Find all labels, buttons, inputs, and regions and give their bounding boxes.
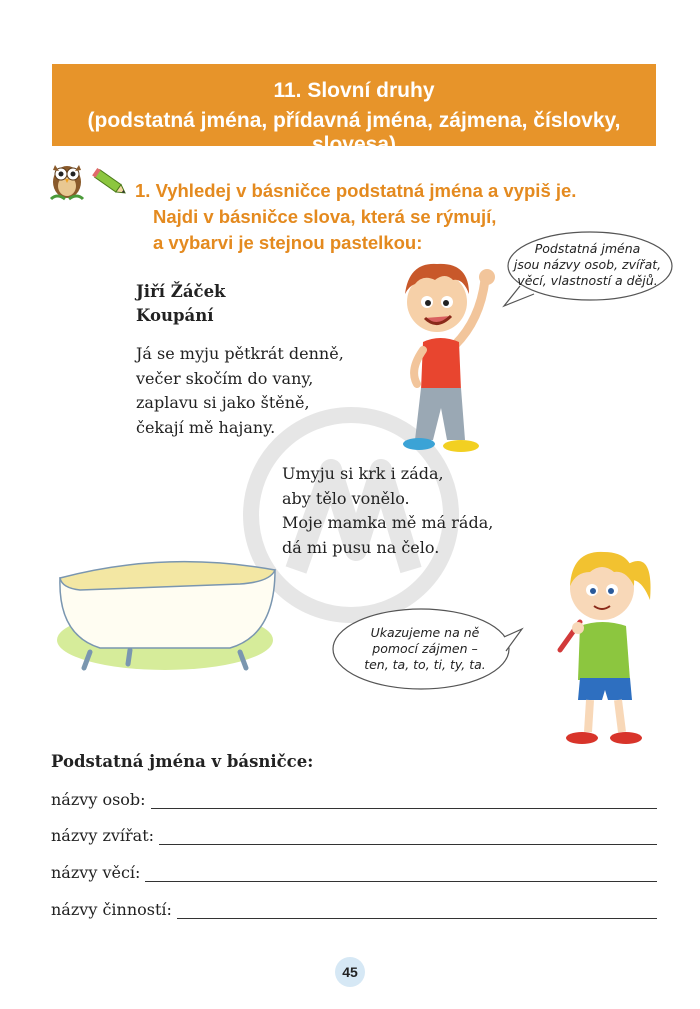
bubble-line: ten, ta, to, ti, ty, ta. bbox=[364, 657, 486, 672]
poem-line: dá mi pusu na čelo. bbox=[282, 537, 440, 557]
answer-label: názvy věcí: bbox=[51, 863, 141, 882]
girl-speech-bubble bbox=[326, 603, 524, 693]
answer-line[interactable] bbox=[151, 792, 657, 809]
task-instruction bbox=[135, 178, 577, 256]
poem-stanza-1 bbox=[136, 342, 344, 440]
bathtub-illustration bbox=[40, 540, 290, 680]
bubble-line: pomocí zájmen – bbox=[372, 641, 478, 656]
bubble-line: Ukazujeme na ně bbox=[370, 625, 480, 640]
poem-heading bbox=[136, 280, 226, 328]
poem-line: čekají mě hajany. bbox=[136, 417, 276, 437]
poem-stanza-2 bbox=[282, 462, 493, 560]
answer-line[interactable] bbox=[177, 902, 657, 919]
poem-line: Já se myju pětkrát denně, bbox=[136, 344, 344, 363]
task-line-3: a vybarvi je stejnou pastelkou: bbox=[153, 232, 423, 253]
poem-line: Umyju si krk i záda, bbox=[282, 464, 444, 483]
bubble-line: věcí, vlastností a dějů. bbox=[517, 273, 658, 288]
poem-line: Moje mamka mě má ráda, bbox=[282, 513, 494, 532]
answer-label: názvy zvířat: bbox=[51, 826, 155, 845]
task-line-2: Najdi v básničce slova, která se rýmují, bbox=[153, 206, 497, 227]
girl-illustration bbox=[550, 540, 660, 755]
poem-line: aby tělo vonělo. bbox=[282, 488, 410, 508]
answer-row-activities bbox=[51, 900, 657, 919]
poem-title: Koupání bbox=[136, 306, 214, 325]
page-number: 45 bbox=[335, 957, 365, 987]
answer-row-things bbox=[51, 863, 657, 882]
owl-icon bbox=[47, 157, 87, 201]
chapter-header bbox=[52, 64, 656, 156]
poem-line: večer skočím do vany, bbox=[136, 368, 314, 388]
chapter-title: 11. Slovní druhy bbox=[273, 79, 435, 102]
boy-speech-bubble bbox=[500, 228, 675, 308]
answer-line[interactable] bbox=[145, 865, 657, 882]
exercise-title: Podstatná jména v básničce: bbox=[51, 752, 314, 771]
answer-label: názvy osob: bbox=[51, 790, 146, 809]
task-line-1: 1. Vyhledej v básničce podstatná jména a vypiš je. bbox=[135, 180, 577, 201]
poem-author: Jiří Žáček bbox=[136, 282, 226, 301]
answer-line[interactable] bbox=[159, 828, 657, 845]
answer-label: názvy činností: bbox=[51, 900, 172, 919]
bubble-line: Podstatná jména bbox=[534, 241, 641, 256]
boy-illustration bbox=[375, 250, 505, 465]
pencil-icon bbox=[90, 165, 130, 201]
answer-row-animals bbox=[51, 826, 657, 845]
answer-row-persons bbox=[51, 790, 657, 809]
chapter-subtitle: (podstatná jména, přídavná jména, zájmena, číslovky, slovesa) bbox=[87, 109, 621, 156]
bubble-line: jsou názvy osob, zvířat, bbox=[513, 257, 662, 272]
poem-line: zaplavu si jako štěně, bbox=[136, 393, 310, 412]
